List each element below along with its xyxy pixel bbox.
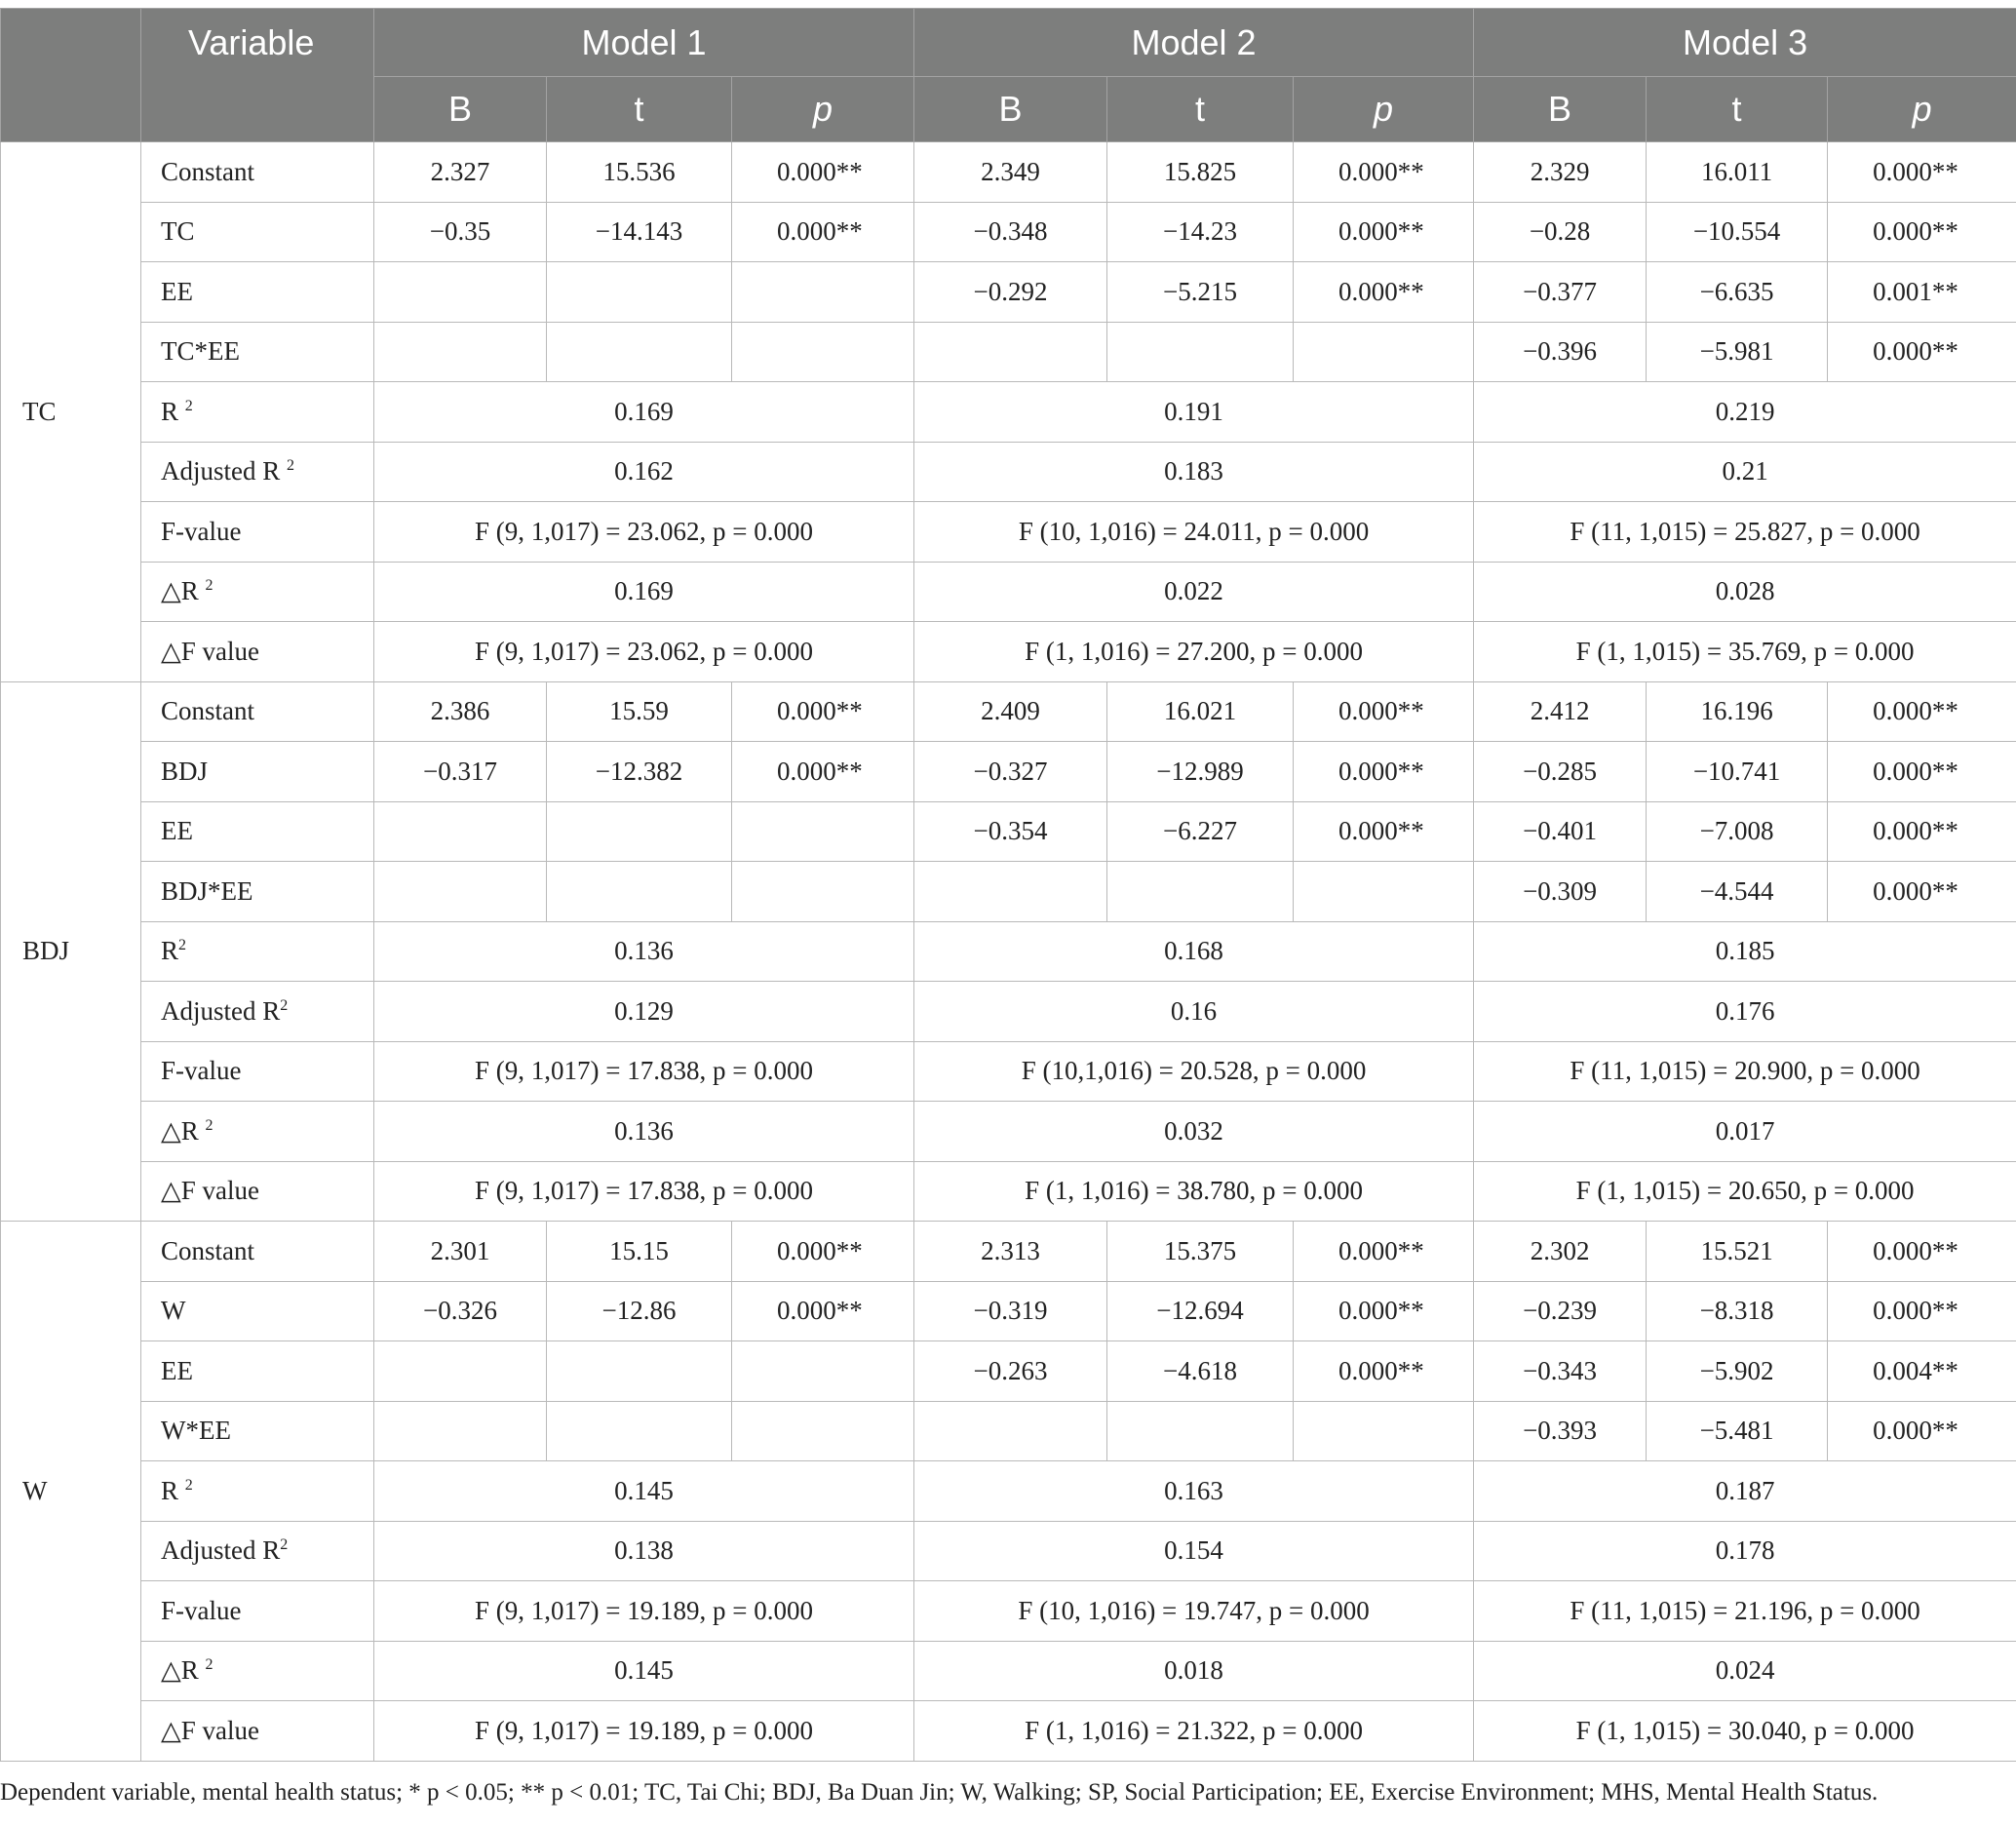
- row-label: TC: [141, 202, 374, 262]
- model-3-b-value: 2.302: [1474, 1222, 1647, 1282]
- model-2-delta-r-squared: 0.032: [914, 1102, 1474, 1162]
- model-3-delta-r-squared: 0.024: [1474, 1641, 2016, 1701]
- model-2-p-value: 0.000**: [1294, 1341, 1474, 1402]
- model-3-t-value: −10.554: [1647, 202, 1828, 262]
- model-3-b-header: B: [1474, 77, 1647, 142]
- model-1-f-value: F (9, 1,017) = 17.838, p = 0.000: [374, 1041, 914, 1102]
- model-2-t-value: −6.227: [1107, 801, 1294, 862]
- model-1-delta-r-squared: 0.145: [374, 1641, 914, 1701]
- model-1-p-value: 0.000**: [732, 681, 914, 742]
- model-2-delta-f-value: F (1, 1,016) = 38.780, p = 0.000: [914, 1161, 1474, 1222]
- model-3-r-squared: 0.187: [1474, 1461, 2016, 1522]
- model-1-b-value: −0.317: [374, 742, 547, 802]
- model-3-p-value: 0.000**: [1828, 681, 2016, 742]
- delta-f-value-label-text: △F value: [161, 1715, 259, 1745]
- model-2-t-value: [1107, 322, 1294, 382]
- delta-r-squared-label: [141, 1641, 374, 1701]
- model-1-t-value: −12.86: [547, 1281, 732, 1341]
- r-squared-label-superscript: 2: [184, 397, 193, 414]
- model-3-b-value: 2.412: [1474, 681, 1647, 742]
- delta-r-squared-label-text: △R: [161, 1655, 206, 1686]
- model-2-t-header: t: [1107, 77, 1294, 142]
- f-value-label: [141, 1041, 374, 1102]
- model-2-f-value: F (10, 1,016) = 24.011, p = 0.000: [914, 502, 1474, 563]
- adjusted-r-squared-label-text: Adjusted R: [161, 995, 281, 1026]
- stats-row-r-squared: [1, 921, 2016, 982]
- model-2-p-value: [1294, 862, 1474, 922]
- model-3-f-value: F (11, 1,015) = 21.196, p = 0.000: [1474, 1581, 2016, 1642]
- model-1-p-value: 0.000**: [732, 142, 914, 203]
- model-3-p-value: 0.004**: [1828, 1341, 2016, 1402]
- model-1-b-value: 2.386: [374, 681, 547, 742]
- model-1-delta-r-squared: 0.169: [374, 562, 914, 622]
- model-1-delta-r-squared: 0.136: [374, 1102, 914, 1162]
- model-1-p-value: [732, 1341, 914, 1402]
- model-1-t-value: 15.536: [547, 142, 732, 203]
- model-2-b-header: B: [914, 77, 1107, 142]
- model-3-header: Model 3: [1474, 9, 2016, 77]
- adjusted-r-squared-label: [141, 1521, 374, 1581]
- table-row: [1, 142, 2016, 203]
- model-2-b-value: [914, 862, 1107, 922]
- table-row: [1, 322, 2016, 382]
- model-2-adjusted-r-squared: 0.16: [914, 982, 1474, 1042]
- model-3-t-value: 16.011: [1647, 142, 1828, 203]
- table-row: [1, 1222, 2016, 1282]
- table-row: [1, 262, 2016, 323]
- model-3-t-value: 15.521: [1647, 1222, 1828, 1282]
- model-2-t-value: −4.618: [1107, 1341, 1294, 1402]
- model-3-t-value: −8.318: [1647, 1281, 1828, 1341]
- model-2-b-value: 2.349: [914, 142, 1107, 203]
- stats-row-r-squared: [1, 1461, 2016, 1522]
- model-3-p-value: 0.000**: [1828, 322, 2016, 382]
- stats-row-r-squared: [1, 382, 2016, 443]
- model-2-b-value: −0.354: [914, 801, 1107, 862]
- r-squared-label: [141, 1461, 374, 1522]
- r-squared-label-text: R: [161, 936, 179, 966]
- model-1-t-value: 15.15: [547, 1222, 732, 1282]
- table-row: [1, 202, 2016, 262]
- model-2-b-value: 2.409: [914, 681, 1107, 742]
- row-label: Constant: [141, 681, 374, 742]
- model-1-p-header: p: [732, 77, 914, 142]
- model-3-delta-f-value: F (1, 1,015) = 35.769, p = 0.000: [1474, 622, 2016, 682]
- model-3-t-value: −5.902: [1647, 1341, 1828, 1402]
- model-1-p-value: [732, 262, 914, 323]
- model-2-f-value: F (10,1,016) = 20.528, p = 0.000: [914, 1041, 1474, 1102]
- model-1-b-value: [374, 1341, 547, 1402]
- model-1-t-value: −14.143: [547, 202, 732, 262]
- stats-row-adjusted-r-squared: [1, 442, 2016, 502]
- model-2-delta-r-squared: 0.022: [914, 562, 1474, 622]
- row-label: W*EE: [141, 1401, 374, 1461]
- f-value-label-text: F-value: [161, 1056, 242, 1086]
- delta-f-value-label-text: △F value: [161, 1176, 259, 1206]
- model-3-r-squared: 0.219: [1474, 382, 2016, 443]
- model-2-t-value: 15.825: [1107, 142, 1294, 203]
- f-value-label: [141, 502, 374, 563]
- model-3-p-value: 0.000**: [1828, 1401, 2016, 1461]
- table-row: [1, 801, 2016, 862]
- stats-row-f-value: [1, 502, 2016, 563]
- model-1-adjusted-r-squared: 0.162: [374, 442, 914, 502]
- model-2-t-value: [1107, 862, 1294, 922]
- model-2-t-value: 15.375: [1107, 1222, 1294, 1282]
- delta-f-value-label: [141, 1161, 374, 1222]
- model-3-p-value: 0.001**: [1828, 262, 2016, 323]
- adjusted-r-squared-label: [141, 982, 374, 1042]
- model-1-b-value: [374, 1401, 547, 1461]
- group-label: TC: [1, 142, 141, 682]
- row-label: BDJ*EE: [141, 862, 374, 922]
- model-3-p-value: 0.000**: [1828, 1281, 2016, 1341]
- model-1-header: Model 1: [374, 9, 914, 77]
- adjusted-r-squared-label-superscript: 2: [280, 996, 289, 1014]
- model-1-t-header: t: [547, 77, 732, 142]
- model-3-delta-r-squared: 0.028: [1474, 562, 2016, 622]
- corner-cell: [1, 9, 141, 142]
- model-3-p-value: 0.000**: [1828, 1222, 2016, 1282]
- table-row: [1, 1281, 2016, 1341]
- model-3-b-value: −0.28: [1474, 202, 1647, 262]
- model-3-t-value: 16.196: [1647, 681, 1828, 742]
- group-label: BDJ: [1, 681, 141, 1222]
- model-2-p-value: 0.000**: [1294, 202, 1474, 262]
- model-3-p-value: 0.000**: [1828, 862, 2016, 922]
- model-2-p-value: 0.000**: [1294, 1281, 1474, 1341]
- model-3-p-value: 0.000**: [1828, 742, 2016, 802]
- regression-table: [0, 8, 2016, 1762]
- model-2-b-value: −0.292: [914, 262, 1107, 323]
- model-2-r-squared: 0.163: [914, 1461, 1474, 1522]
- model-2-header: Model 2: [914, 9, 1474, 77]
- row-label: TC*EE: [141, 322, 374, 382]
- r-squared-label: [141, 382, 374, 443]
- model-2-b-value: [914, 322, 1107, 382]
- stats-row-adjusted-r-squared: [1, 1521, 2016, 1581]
- row-label: EE: [141, 262, 374, 323]
- stats-row-delta-r-squared: [1, 1102, 2016, 1162]
- model-2-p-header: p: [1294, 77, 1474, 142]
- r-squared-label-text: R: [161, 396, 185, 426]
- model-2-p-value: 0.000**: [1294, 801, 1474, 862]
- model-1-p-value: [732, 322, 914, 382]
- model-2-p-value: 0.000**: [1294, 142, 1474, 203]
- row-label: Constant: [141, 1222, 374, 1282]
- adjusted-r-squared-label-text: Adjusted R: [161, 456, 288, 486]
- model-2-delta-f-value: F (1, 1,016) = 27.200, p = 0.000: [914, 622, 1474, 682]
- model-1-r-squared: 0.136: [374, 921, 914, 982]
- model-3-f-value: F (11, 1,015) = 20.900, p = 0.000: [1474, 1041, 2016, 1102]
- model-2-t-value: −12.694: [1107, 1281, 1294, 1341]
- f-value-label: [141, 1581, 374, 1642]
- delta-r-squared-label-superscript: 2: [205, 577, 213, 595]
- adjusted-r-squared-label-text: Adjusted R: [161, 1535, 281, 1566]
- model-2-b-value: [914, 1401, 1107, 1461]
- model-3-t-value: −4.544: [1647, 862, 1828, 922]
- model-2-t-value: −12.989: [1107, 742, 1294, 802]
- delta-r-squared-label-superscript: 2: [205, 1116, 213, 1134]
- delta-f-value-label-text: △F value: [161, 636, 259, 666]
- f-value-label-text: F-value: [161, 1595, 242, 1625]
- model-2-b-value: −0.319: [914, 1281, 1107, 1341]
- model-3-delta-f-value: F (1, 1,015) = 20.650, p = 0.000: [1474, 1161, 2016, 1222]
- model-1-b-value: 2.301: [374, 1222, 547, 1282]
- model-2-t-value: −5.215: [1107, 262, 1294, 323]
- model-1-b-value: −0.326: [374, 1281, 547, 1341]
- model-3-t-value: −10.741: [1647, 742, 1828, 802]
- model-2-b-value: −0.327: [914, 742, 1107, 802]
- model-2-p-value: 0.000**: [1294, 681, 1474, 742]
- f-value-label-text: F-value: [161, 516, 242, 546]
- model-3-adjusted-r-squared: 0.176: [1474, 982, 2016, 1042]
- model-1-f-value: F (9, 1,017) = 19.189, p = 0.000: [374, 1581, 914, 1642]
- model-2-r-squared: 0.168: [914, 921, 1474, 982]
- model-3-p-value: 0.000**: [1828, 202, 2016, 262]
- model-3-p-header: p: [1828, 77, 2016, 142]
- model-3-b-value: 2.329: [1474, 142, 1647, 203]
- model-3-b-value: −0.239: [1474, 1281, 1647, 1341]
- table-row: [1, 681, 2016, 742]
- r-squared-label-superscript: 2: [184, 1476, 193, 1494]
- model-2-t-value: [1107, 1401, 1294, 1461]
- model-1-r-squared: 0.169: [374, 382, 914, 443]
- model-3-p-value: 0.000**: [1828, 142, 2016, 203]
- model-1-t-value: [547, 1401, 732, 1461]
- adjusted-r-squared-label: [141, 442, 374, 502]
- model-2-t-value: −14.23: [1107, 202, 1294, 262]
- model-1-b-value: [374, 262, 547, 323]
- row-label: EE: [141, 1341, 374, 1402]
- delta-r-squared-label: [141, 562, 374, 622]
- stats-row-delta-f-value: [1, 622, 2016, 682]
- model-3-b-value: −0.393: [1474, 1401, 1647, 1461]
- model-1-t-value: [547, 322, 732, 382]
- delta-r-squared-label-superscript: 2: [205, 1656, 213, 1674]
- model-2-r-squared: 0.191: [914, 382, 1474, 443]
- model-1-b-value: 2.327: [374, 142, 547, 203]
- model-1-delta-f-value: F (9, 1,017) = 19.189, p = 0.000: [374, 1701, 914, 1762]
- model-2-p-value: 0.000**: [1294, 262, 1474, 323]
- model-3-delta-f-value: F (1, 1,015) = 30.040, p = 0.000: [1474, 1701, 2016, 1762]
- model-1-r-squared: 0.145: [374, 1461, 914, 1522]
- model-3-b-value: −0.285: [1474, 742, 1647, 802]
- model-2-p-value: 0.000**: [1294, 742, 1474, 802]
- model-2-b-value: −0.348: [914, 202, 1107, 262]
- model-2-adjusted-r-squared: 0.154: [914, 1521, 1474, 1581]
- variable-header: Variable: [141, 9, 374, 142]
- delta-r-squared-label: [141, 1102, 374, 1162]
- delta-r-squared-label-text: △R: [161, 1115, 206, 1146]
- table-row: [1, 742, 2016, 802]
- model-1-t-value: [547, 801, 732, 862]
- model-1-b-value: [374, 801, 547, 862]
- table-row: [1, 862, 2016, 922]
- model-2-b-value: 2.313: [914, 1222, 1107, 1282]
- model-1-t-value: 15.59: [547, 681, 732, 742]
- model-3-b-value: −0.377: [1474, 262, 1647, 323]
- adjusted-r-squared-label-superscript: 2: [280, 1536, 289, 1554]
- row-label: W: [141, 1281, 374, 1341]
- model-3-b-value: −0.396: [1474, 322, 1647, 382]
- model-3-adjusted-r-squared: 0.21: [1474, 442, 2016, 502]
- model-3-b-value: −0.343: [1474, 1341, 1647, 1402]
- model-1-b-value: [374, 862, 547, 922]
- model-1-t-value: −12.382: [547, 742, 732, 802]
- model-1-p-value: 0.000**: [732, 742, 914, 802]
- model-1-adjusted-r-squared: 0.129: [374, 982, 914, 1042]
- model-1-t-value: [547, 262, 732, 323]
- row-label: BDJ: [141, 742, 374, 802]
- model-3-t-header: t: [1647, 77, 1828, 142]
- stats-row-delta-f-value: [1, 1701, 2016, 1762]
- delta-f-value-label: [141, 1701, 374, 1762]
- adjusted-r-squared-label-superscript: 2: [287, 457, 295, 475]
- row-label: EE: [141, 801, 374, 862]
- stats-row-adjusted-r-squared: [1, 982, 2016, 1042]
- model-1-p-value: 0.000**: [732, 202, 914, 262]
- delta-f-value-label: [141, 622, 374, 682]
- model-3-adjusted-r-squared: 0.178: [1474, 1521, 2016, 1581]
- model-3-b-value: −0.309: [1474, 862, 1647, 922]
- stats-row-f-value: [1, 1041, 2016, 1102]
- table-body: [1, 142, 2016, 1762]
- stats-row-f-value: [1, 1581, 2016, 1642]
- model-2-p-value: 0.000**: [1294, 1222, 1474, 1282]
- model-2-f-value: F (10, 1,016) = 19.747, p = 0.000: [914, 1581, 1474, 1642]
- stats-row-delta-r-squared: [1, 1641, 2016, 1701]
- model-1-p-value: [732, 862, 914, 922]
- table-row: [1, 1341, 2016, 1402]
- r-squared-label-text: R: [161, 1475, 185, 1505]
- model-1-delta-f-value: F (9, 1,017) = 23.062, p = 0.000: [374, 622, 914, 682]
- model-1-p-value: 0.000**: [732, 1222, 914, 1282]
- model-3-t-value: −7.008: [1647, 801, 1828, 862]
- model-2-p-value: [1294, 322, 1474, 382]
- model-1-delta-f-value: F (9, 1,017) = 17.838, p = 0.000: [374, 1161, 914, 1222]
- stats-row-delta-f-value: [1, 1161, 2016, 1222]
- table-footnote: Dependent variable, mental health status; * p < 0.05; ** p < 0.01; TC, Tai Chi; BDJ, Ba Duan Jin; W, Walking; SP, Social Participation; EE, Exercise Environment; MHS, Mental Health Status.: [0, 1779, 1879, 1806]
- model-1-p-value: 0.000**: [732, 1281, 914, 1341]
- model-1-f-value: F (9, 1,017) = 23.062, p = 0.000: [374, 502, 914, 563]
- model-2-delta-f-value: F (1, 1,016) = 21.322, p = 0.000: [914, 1701, 1474, 1762]
- model-3-r-squared: 0.185: [1474, 921, 2016, 982]
- model-3-p-value: 0.000**: [1828, 801, 2016, 862]
- table-header: [1, 9, 2016, 142]
- model-1-t-value: [547, 1341, 732, 1402]
- model-1-b-header: B: [374, 77, 547, 142]
- row-label: Constant: [141, 142, 374, 203]
- model-1-adjusted-r-squared: 0.138: [374, 1521, 914, 1581]
- model-1-t-value: [547, 862, 732, 922]
- model-3-t-value: −5.981: [1647, 322, 1828, 382]
- model-2-b-value: −0.263: [914, 1341, 1107, 1402]
- model-3-t-value: −5.481: [1647, 1401, 1828, 1461]
- r-squared-label-superscript: 2: [178, 937, 187, 954]
- model-2-p-value: [1294, 1401, 1474, 1461]
- model-2-t-value: 16.021: [1107, 681, 1294, 742]
- model-1-b-value: [374, 322, 547, 382]
- model-3-delta-r-squared: 0.017: [1474, 1102, 2016, 1162]
- model-2-adjusted-r-squared: 0.183: [914, 442, 1474, 502]
- model-1-p-value: [732, 801, 914, 862]
- model-3-t-value: −6.635: [1647, 262, 1828, 323]
- stats-row-delta-r-squared: [1, 562, 2016, 622]
- model-2-delta-r-squared: 0.018: [914, 1641, 1474, 1701]
- model-1-p-value: [732, 1401, 914, 1461]
- group-label: W: [1, 1222, 141, 1762]
- r-squared-label: [141, 921, 374, 982]
- delta-r-squared-label-text: △R: [161, 576, 206, 606]
- model-3-f-value: F (11, 1,015) = 25.827, p = 0.000: [1474, 502, 2016, 563]
- model-1-b-value: −0.35: [374, 202, 547, 262]
- table-row: [1, 1401, 2016, 1461]
- model-3-b-value: −0.401: [1474, 801, 1647, 862]
